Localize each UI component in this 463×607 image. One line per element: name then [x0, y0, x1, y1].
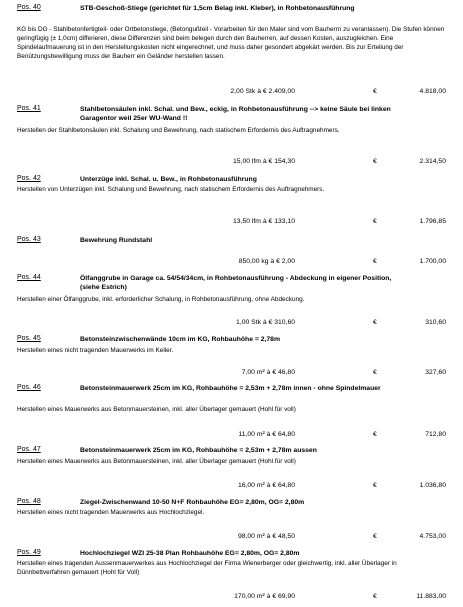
currency-symbol: € [373, 533, 377, 540]
currency-symbol: € [373, 158, 377, 165]
position-number: Pos. 48 [17, 498, 41, 505]
position-total: 11.883,00 [416, 593, 446, 600]
position-title: Betonsteinmauerwerk 25cm im KG, Rohbauhöhe = 2,53m + 2,78m aussen [80, 447, 317, 454]
position-description: KG bis DG - Stahlbetonfertigteil- oder Ortbetonstiege, (Betongußteil - Vorarbeiten für den Maler sind vom Bauherrn zu veranlassen). Die Stufen können geringfügig (± 1,0cm) differieren, diese Differenzen sind beim belegen durch den Bauherren, auf dessen Kosten, auszugleichen. Eine Spindelaufmauerung ist in den Herstellungskosten nicht eingerechnet, und muss daher gesondert abgekärt werden. Bis zur Erteilung der Benützungsbewilligung muss der Bauherr ein Geländer herstellen lassen. [17, 26, 445, 60]
position-description: Herstellen der Stahlbetonsäulen inkl. Schalung und Bewehrung, nach statischem Erfordernis des Auftragnehmers. [17, 127, 340, 134]
position-total: 327,60 [425, 369, 446, 376]
position-calculation [0, 482, 463, 492]
position-title: Betonsteinzwischenwände 10cm im KG, Rohbauhöhe = 2,78m [80, 336, 280, 343]
currency-symbol: € [373, 218, 377, 225]
currency-symbol: € [373, 482, 377, 489]
position-total: 4.753,00 [419, 533, 446, 540]
quantity-price: 11,00 m² à € 64,80 [238, 431, 295, 438]
currency-symbol: € [373, 319, 377, 326]
quantity-price: 2,00 Stk à € 2.409,00 [230, 88, 295, 95]
quantity-price: 850,00 kg à € 2,00 [238, 258, 295, 265]
position-title: Betonsteinmauerwerk 25cm im KG, Rohbauhöhe = 2,53m + 2,78m innen - ohne Spindelmauer [80, 385, 381, 392]
position-description: Herstellen eines Mauerwerks aus Betonmauersteinen, inkl. aller Überlager gemauert (Hohl für voll) [17, 406, 296, 413]
position-description: Herstellen einer Ölfanggrube, inkl. erforderlicher Schalung, in Rohbetonausführung, ohne Abdeckung. [17, 296, 305, 303]
position-calculation [0, 88, 463, 98]
currency-symbol: € [373, 88, 377, 95]
position-number: Pos. 47 [17, 446, 41, 453]
position-title: Ziegel-Zwischenwand 10-50 N+F Rohbauhöhe EG= 2,80m, OG= 2,80m [80, 499, 305, 506]
position-title: Hochlochziegel WZI 25-38 Plan Rohbauhöhe EG= 2,80m, OG= 2,80m [80, 550, 300, 557]
position-number: Pos. 44 [17, 274, 41, 281]
position-number: Pos. 43 [17, 236, 41, 243]
position-title: Unterzüge inkl. Schal. u. Bew., in Rohbetonausführung [80, 176, 257, 183]
position-total: 2.314,50 [419, 158, 446, 165]
position-number: Pos. 45 [17, 335, 41, 342]
currency-symbol: € [373, 431, 377, 438]
quantity-price: 7,00 m² à € 46,80 [241, 369, 295, 376]
position-calculation [0, 218, 463, 228]
position-calculation [0, 593, 463, 603]
position-description: Herstellen von Unterzügen inkl. Schalung und Bewehrung, nach statischem Erfordernis des Auftragnehmers. [17, 186, 325, 193]
position-number: Pos. 41 [17, 105, 41, 112]
currency-symbol: € [373, 593, 377, 600]
position-calculation [0, 258, 463, 268]
position-description: Herstellen eines Mauerwerks aus Betonmauersteinen, inkl. aller Überlager gemauert (Hohl für voll) [17, 458, 296, 465]
position-calculation [0, 431, 463, 441]
quantity-price: 16,00 m² à € 64,80 [237, 482, 295, 489]
position-number: Pos. 46 [17, 384, 41, 391]
position-number: Pos. 42 [17, 175, 41, 182]
currency-symbol: € [373, 369, 377, 376]
position-description: Herstellen eines tragenden Aussenmauerwerkes aus Hochlochziegel der Firma Wienerberger oder gleichwertig, inkl. aller Überlager in Dünnbettverfahren gemauert (Hohl für Voll) [17, 560, 397, 576]
position-title: Ölfanggrube in Garage ca. 54/54/34cm, in Rohbetonausführung - Abdeckung in eigener Position, (siehe Estrich) [80, 275, 392, 291]
position-title: Bewehrung Rundstahl [80, 237, 153, 244]
position-description: Herstellen eines nicht tragenden Mauerwerks im Keller. [17, 347, 174, 354]
quantity-price: 170,00 m² à € 69,90 [234, 593, 295, 600]
position-total: 310,60 [425, 319, 446, 326]
position-calculation [0, 533, 463, 543]
position-calculation [0, 369, 463, 379]
position-calculation [0, 319, 463, 329]
position-number: Pos. 49 [17, 549, 41, 556]
position-calculation [0, 158, 463, 168]
position-total: 1.036,80 [419, 482, 446, 489]
quantity-price: 13,50 lfm à € 133,10 [233, 218, 295, 225]
quantity-price: 1,00 Stk à € 310,60 [236, 319, 295, 326]
position-total: 1.796,85 [419, 218, 446, 225]
position-title: STB-Geschoß-Stiege (gerichtet für 1,5cm Belag inkl. Kleber), in Rohbetonausführung [80, 5, 355, 12]
position-total: 1.700,00 [419, 258, 446, 265]
position-number: Pos. 40 [17, 4, 41, 11]
currency-symbol: € [373, 258, 377, 265]
position-title: Stahlbetonsäulen inkl. Schal. und Bew., eckig, in Rohbetonausführung --> keine Säule bei linken Garagentor weil 25er WU-Wand !! [80, 106, 391, 122]
position-total: 4.818,00 [419, 88, 446, 95]
quantity-price: 15,00 lfm à € 154,30 [233, 158, 295, 165]
quantity-price: 98,00 m² à € 48,50 [237, 533, 295, 540]
position-description: Herstellen eines nicht tragenden Mauerwerks aus Hochlochziegel. [17, 509, 205, 516]
position-total: 712,80 [425, 431, 446, 438]
